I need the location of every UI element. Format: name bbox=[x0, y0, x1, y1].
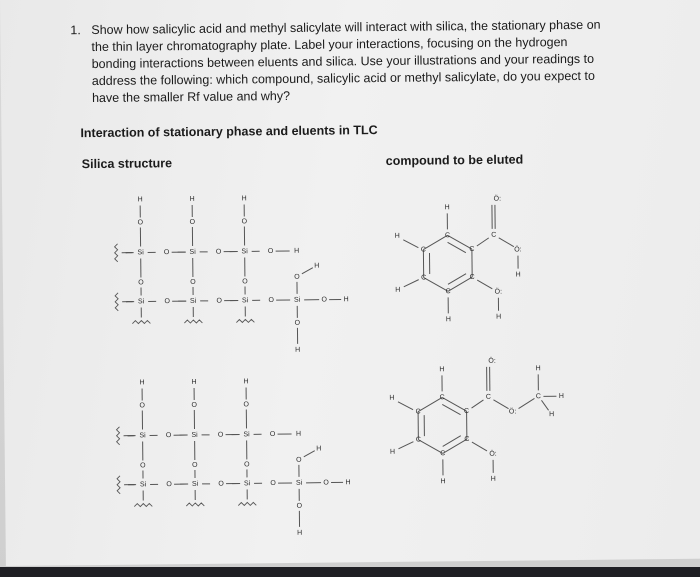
oxygen-atom: O bbox=[244, 461, 250, 469]
hydrogen-atom: H bbox=[395, 286, 401, 294]
oxygen-atom bbox=[268, 297, 274, 304]
bond-line bbox=[477, 238, 489, 246]
wavy-bond bbox=[236, 319, 254, 322]
hydrogen-atom: H bbox=[139, 379, 145, 387]
hydrogen-atom: H bbox=[191, 378, 197, 386]
silicon-atom: Si bbox=[243, 480, 251, 488]
carbon-atom: C bbox=[535, 393, 542, 401]
silicon-atom: Si bbox=[295, 479, 303, 487]
silicon-atom bbox=[296, 480, 303, 487]
wavy-bond bbox=[116, 427, 119, 445]
hydrogen-atom: H bbox=[241, 195, 247, 203]
silicon-atom: Si bbox=[190, 297, 197, 305]
oxygen-atom: O bbox=[217, 431, 224, 439]
carbon-atom: C bbox=[464, 407, 470, 416]
oxygen-atom: O bbox=[267, 247, 274, 256]
wavy-bond bbox=[134, 503, 152, 506]
bond-line bbox=[404, 280, 419, 287]
wavy-bond bbox=[115, 244, 118, 262]
hydrogen-atom: H bbox=[496, 313, 502, 321]
salicylic-acid-structure bbox=[394, 194, 522, 323]
oxygen-atom: O bbox=[216, 297, 222, 305]
bond-line bbox=[398, 402, 413, 410]
hydrogen-atom: H bbox=[439, 366, 445, 374]
wavy-bond bbox=[238, 502, 256, 505]
wavy-bond bbox=[132, 320, 150, 323]
oxygen-atom: O bbox=[242, 278, 248, 286]
bond-line bbox=[403, 240, 418, 248]
carbon-atom: C bbox=[485, 393, 492, 401]
silicon-atom: Si bbox=[138, 298, 145, 306]
hydrogen-atom bbox=[294, 248, 299, 255]
section-title: Interaction of stationary phase and eluents in TLC bbox=[80, 123, 378, 141]
silicon-atom: Si bbox=[139, 481, 147, 489]
question-line-2: the thin layer chromatography plate. Label your interactions, focusing on the hydrogen bbox=[91, 35, 568, 55]
oxygen-atom: O bbox=[191, 401, 198, 409]
oxygen-atom: O bbox=[321, 296, 327, 304]
carbon-atom: C bbox=[444, 232, 451, 240]
oxygen-atom: O bbox=[218, 480, 224, 488]
question-line-4: address the following: which compound, salicylic acid or methyl salicylate, do you expect to bbox=[91, 68, 595, 89]
oxygen-atom: O bbox=[192, 461, 198, 469]
hydrogen-atom: H bbox=[294, 247, 300, 255]
hydrogen-atom: H bbox=[389, 394, 395, 402]
bond-line bbox=[302, 268, 313, 274]
oxygen-atom bbox=[268, 248, 274, 255]
carbon-atom: C bbox=[421, 274, 427, 282]
bond-line bbox=[447, 235, 471, 249]
oxygen-atom: O bbox=[190, 278, 196, 286]
hydrogen-atom: H bbox=[345, 479, 351, 487]
hydrogen-atom: H bbox=[189, 195, 195, 203]
carbon-atom: C bbox=[415, 436, 421, 444]
bond-line bbox=[499, 238, 514, 247]
hydrogen-atom: H bbox=[389, 448, 396, 456]
screen-bottom-edge bbox=[0, 567, 700, 577]
bond-line bbox=[493, 400, 508, 409]
bond-line bbox=[471, 400, 483, 408]
bond-line bbox=[424, 277, 448, 291]
bond-line bbox=[398, 442, 413, 449]
carbon-atom: C bbox=[491, 231, 497, 239]
hydrogen-atom: H bbox=[490, 475, 496, 483]
hydrogen-atom: H bbox=[297, 529, 303, 537]
hydrogen-atom: H bbox=[440, 478, 446, 486]
oxygen-atom: O bbox=[296, 456, 302, 464]
oxygen-atom: Ö: bbox=[494, 288, 503, 296]
silica-structure-top bbox=[114, 194, 349, 355]
carbon-atom: C bbox=[464, 435, 470, 444]
silicon-atom: Si bbox=[242, 297, 249, 305]
carbon-atom: C bbox=[445, 288, 451, 296]
oxygen-atom: Ö: bbox=[493, 195, 502, 203]
silicon-atom: Si bbox=[191, 480, 199, 488]
question-line-3: bonding interactions between eluents and silica. Use your illustrations and your readings to bbox=[91, 51, 595, 72]
oxygen-atom: O bbox=[166, 481, 172, 489]
compound-label: compound to be eluted bbox=[385, 152, 524, 168]
wavy-bond bbox=[184, 320, 202, 323]
bond-line bbox=[418, 439, 442, 453]
wavy-bond bbox=[117, 476, 120, 494]
methyl-salicylate-structure bbox=[389, 356, 565, 486]
hydrogen-atom: H bbox=[243, 378, 249, 386]
hydrogen-atom: H bbox=[558, 392, 564, 401]
bond-line bbox=[442, 397, 466, 411]
oxygen-atom: O bbox=[139, 402, 146, 410]
oxygen-atom: O bbox=[323, 479, 329, 487]
hydrogen-atom: H bbox=[515, 271, 521, 279]
bond-line bbox=[518, 398, 534, 408]
oxygen-atom bbox=[321, 296, 327, 303]
oxygen-atom bbox=[270, 480, 276, 487]
oxygen-atom: O bbox=[243, 401, 250, 409]
hydrogen-atom: H bbox=[535, 365, 541, 373]
hydrogen-atom: H bbox=[444, 204, 450, 212]
wavy-bond bbox=[186, 503, 204, 506]
oxygen-atom: O bbox=[294, 319, 301, 327]
hydrogen-atom: H bbox=[295, 430, 302, 438]
hydrogen-atom: H bbox=[394, 232, 400, 240]
oxygen-atom: O bbox=[294, 273, 300, 281]
silicon-atom: Si bbox=[137, 249, 144, 257]
oxygen-atom: Ö: bbox=[489, 450, 497, 458]
bond-line bbox=[541, 400, 548, 410]
silicon-atom: Si bbox=[241, 248, 248, 256]
hydrogen-atom: H bbox=[549, 411, 555, 419]
bond-line bbox=[423, 235, 447, 249]
silicon-atom: Si bbox=[243, 431, 250, 439]
silicon-atom bbox=[294, 297, 301, 304]
oxygen-atom: O bbox=[268, 296, 274, 305]
bond-line bbox=[418, 397, 442, 411]
bond-line bbox=[304, 451, 315, 457]
oxygen-atom: Ö: bbox=[488, 357, 496, 365]
oxygen-atom: O bbox=[137, 219, 144, 227]
question-line-1: Show how salicylic acid and methyl salicylate will interact with silica, the stationary phase on bbox=[91, 17, 601, 38]
oxygen-atom: Ö: bbox=[514, 246, 522, 254]
oxygen-atom: O bbox=[138, 279, 144, 287]
hydrogen-atom: H bbox=[445, 316, 451, 324]
hydrogen-atom bbox=[346, 479, 351, 486]
silica-structure-label: Silica structure bbox=[81, 156, 173, 172]
hydrogen-atom: H bbox=[137, 196, 143, 204]
hydrogen-atom: H bbox=[314, 262, 320, 270]
hydrogen-atom: H bbox=[295, 346, 301, 354]
oxygen-atom: O bbox=[140, 462, 146, 470]
carbon-atom: C bbox=[440, 450, 446, 458]
bond-line bbox=[472, 442, 487, 451]
carbon-atom: C bbox=[439, 394, 445, 402]
carbon-atom: C bbox=[469, 273, 475, 281]
carbon-atom: C bbox=[420, 246, 426, 254]
silica-structure-bottom bbox=[116, 377, 351, 538]
oxygen-atom: O bbox=[189, 218, 196, 226]
silicon-atom: Si bbox=[139, 432, 146, 440]
oxygen-atom: O bbox=[270, 479, 276, 488]
question-line-5: have the smaller Rf value and why? bbox=[91, 88, 291, 106]
oxygen-atom: Ö: bbox=[508, 408, 517, 416]
oxygen-atom bbox=[323, 479, 329, 486]
oxygen-atom: O bbox=[269, 430, 276, 439]
silicon-atom: Si bbox=[294, 296, 301, 304]
question-number: 1. bbox=[70, 23, 81, 38]
oxygen-atom: O bbox=[241, 218, 248, 226]
bond-line bbox=[477, 280, 492, 289]
wavy-bond bbox=[115, 293, 118, 311]
carbon-atom: C bbox=[469, 245, 475, 253]
